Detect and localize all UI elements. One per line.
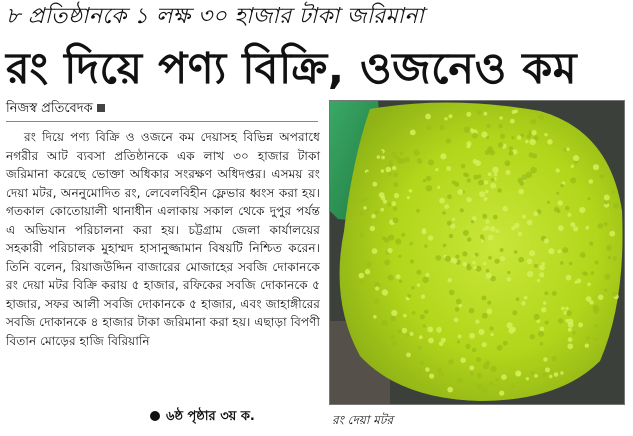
byline bbox=[6, 98, 186, 120]
photo-caption: রং দেয়া মটর bbox=[332, 413, 393, 427]
bullet-dot-icon bbox=[150, 411, 160, 421]
continued-text: ৬ষ্ঠ পৃষ্ঠার ৩য় ক. bbox=[166, 409, 255, 424]
continued-on-page[interactable] bbox=[150, 407, 320, 427]
pea-pile bbox=[340, 102, 623, 401]
main-headline: রং দিয়ে পণ্য বিক্রি, ওজনেও কম bbox=[6, 44, 578, 94]
article-photo bbox=[329, 100, 625, 405]
colored-peas-photo bbox=[330, 101, 625, 405]
article-paragraph: রং দিয়ে পণ্য বিক্রি ও ওজনে কম দেয়াসহ বিভিন্ন অপরাধে নগরীর আট ব্যবসা প্রতিষ্ঠানকে এক লাখ ৩০ হাজার টাকা জরিমানা করেছে ভোক্তা অধিকার সংরক্ষণ অধিদপ্তর। এসময় রং দেয়া মটর, অননুমোদিত রং, লেবেলবিহীন ফ্লেভার ধ্বংস করা হয়। গতকাল কোতোয়ালী থানাধীন এলাকায় সকাল থেকে দুপুর পর্যন্ত এ অভিযান পরিচালনা করা হয়। চট্টগ্রাম জেলা কার্যালয়ের সহকারী পরিচালক মুহাম্মদ হাসানুজ্জামান বিষয়টি নিশ্চিত করেন। তিনি বলেন, রিয়াজউদ্দিন বাজারের মোজাহের সবজি দোকানকে রং দেয়া মটর বিক্রি করায় ৫ হাজার, রফিকের সবজি দোকানকে ৫ হাজার, সফর আলী সবজি দোকানকে ৫ হাজার, এবং জাহাঙ্গীরের সবজি দোকানকে ৪ হাজার টাকা জরিমানা করা হয়। এছাড়া বিপণী বিতান মোড়ের হাজি বিরিয়ানি bbox=[6, 130, 320, 348]
kicker-headline: ৮ প্রতিষ্ঠানকে ১ লক্ষ ৩০ হাজার টাকা জরিমানা bbox=[6, 4, 425, 29]
byline-text: নিজস্ব প্রতিবেদক bbox=[6, 101, 93, 116]
byline-divider bbox=[6, 121, 318, 122]
article-body bbox=[6, 128, 320, 350]
square-bullet-icon bbox=[97, 104, 105, 112]
